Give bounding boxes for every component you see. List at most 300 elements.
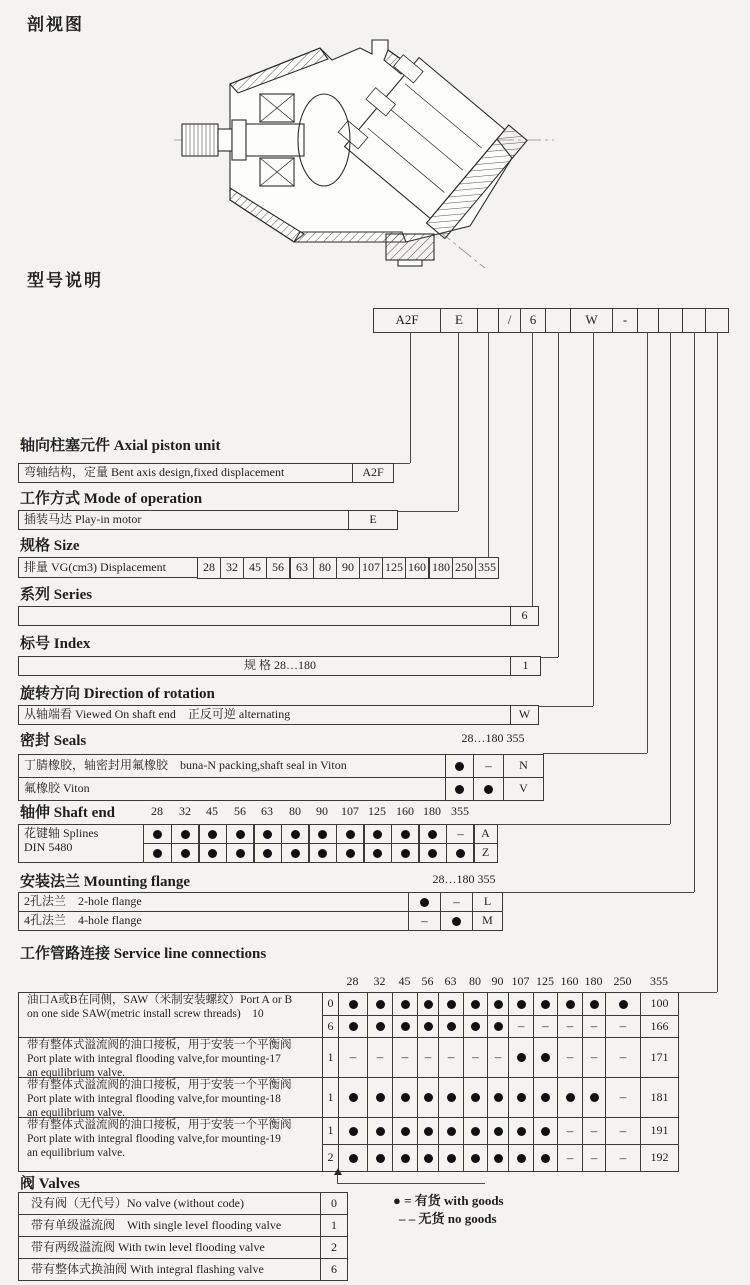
availability-dot-icon	[401, 1093, 410, 1102]
availability-dot-icon	[471, 1093, 480, 1102]
flange-availability-cell	[440, 911, 473, 931]
model-designation-title: 型号说明	[27, 271, 103, 290]
availability-dot-icon	[263, 849, 272, 858]
service-availability-cell: –	[557, 1037, 583, 1078]
shaft-label-line: 花键轴 Splines	[24, 826, 99, 840]
shaft-availability-cell	[171, 824, 200, 844]
series-row-box	[18, 606, 511, 626]
code-box-3	[477, 308, 499, 333]
service-availability-cell	[438, 1117, 464, 1145]
availability-dot-icon	[428, 849, 437, 858]
valve-code-cell: 6	[320, 1258, 348, 1281]
service-availability-cell	[392, 992, 418, 1016]
rotation-row-label: 从轴端看 Viewed On shaft end 正反可逆 alternating	[18, 705, 511, 725]
shaft-size-header-cell: 28	[151, 804, 163, 818]
availability-dot-icon	[401, 1127, 410, 1136]
shaft-size-header-cell: 32	[179, 804, 191, 818]
service-size-header-cell: 180	[584, 974, 603, 988]
service-label-line: 带有整体式溢流阀的油口接板，用于安装一个平衡阀	[27, 1079, 292, 1091]
availability-dot-icon	[424, 1154, 433, 1163]
service-availability-cell	[508, 1144, 534, 1172]
service-valve-code-cell: 0	[322, 992, 339, 1016]
service-availability-cell	[392, 1077, 418, 1118]
service-availability-cell	[417, 1077, 439, 1118]
service-availability-cell	[367, 1015, 393, 1038]
availability-dot-icon	[471, 1000, 480, 1009]
size-value-cell: 250	[452, 557, 476, 579]
shaft-size-header-cell: 125	[368, 804, 386, 818]
availability-dot-icon	[346, 849, 355, 858]
seals-row-label: 氟橡胶 Viton	[18, 777, 446, 801]
service-availability-cell	[367, 1144, 393, 1172]
shaft-availability-cell	[363, 843, 392, 863]
seals-code-cell: N	[503, 754, 544, 778]
heading-axial-piston-unit: 轴向柱塞元件 Axial piston unit	[20, 438, 221, 454]
valve-code-cell: 2	[320, 1236, 348, 1259]
availability-dot-icon	[376, 1127, 385, 1136]
service-availability-cell: –	[557, 1015, 583, 1038]
service-availability-cell	[438, 1077, 464, 1118]
availability-dot-icon	[424, 1022, 433, 1031]
availability-dot-icon	[428, 830, 437, 839]
availability-dot-icon	[349, 1022, 358, 1031]
shaft-availability-cell	[336, 843, 365, 863]
service-availability-cell: –	[605, 1077, 641, 1118]
service-ref-cell: 171	[640, 1037, 679, 1078]
code-connector-v-3	[488, 332, 489, 557]
availability-dot-icon	[494, 1127, 503, 1136]
service-availability-cell: –	[338, 1037, 368, 1078]
shaft-availability-cell	[253, 843, 282, 863]
availability-dot-icon	[263, 830, 272, 839]
availability-dot-icon	[236, 830, 245, 839]
availability-dot-icon	[541, 1000, 550, 1009]
availability-dot-icon	[494, 1093, 503, 1102]
code-connector-v-6	[593, 332, 594, 706]
availability-dot-icon	[236, 849, 245, 858]
code-connector-h-8	[497, 824, 670, 825]
service-availability-cell	[557, 1077, 583, 1118]
availability-dot-icon	[424, 1093, 433, 1102]
heading-direction-of-rotation: 旋转方向 Direction of rotation	[20, 686, 215, 702]
shaft-size-header-cell: 355	[451, 804, 469, 818]
code-connector-h-7	[543, 753, 647, 754]
size-value-cell: 80	[313, 557, 337, 579]
service-size-header-cell: 107	[511, 974, 530, 988]
availability-dot-icon	[541, 1053, 550, 1062]
service-availability-cell	[438, 1144, 464, 1172]
availability-dot-icon	[346, 830, 355, 839]
service-valve-code-cell: 1	[322, 1077, 339, 1118]
availability-dot-icon	[517, 1154, 526, 1163]
service-availability-cell	[487, 1077, 509, 1118]
shaft-size-header-cell: 90	[316, 804, 328, 818]
service-label-line: an equilibrium valve.	[27, 1106, 126, 1119]
valve-row-label: 带有单级溢流阀 With single level flooding valve	[18, 1214, 321, 1237]
shaft-size-header-cell: 107	[341, 804, 359, 818]
service-availability-cell: –	[605, 1117, 641, 1145]
seals-size-header: 28…180 355	[461, 731, 525, 745]
availability-dot-icon	[447, 1093, 456, 1102]
heading-seals: 密封 Seals	[20, 733, 87, 749]
size-value-cell: 90	[336, 557, 360, 579]
service-availability-cell: –	[557, 1144, 583, 1172]
flange-availability-cell: –	[408, 911, 441, 931]
valve-row-label: 带有整体式换油阀 With integral flashing valve	[18, 1258, 321, 1281]
index-row-label: 规 格 28…180	[18, 656, 511, 676]
availability-dot-icon	[566, 1093, 575, 1102]
availability-dot-icon	[517, 1000, 526, 1009]
service-availability-cell: –	[487, 1037, 509, 1078]
service-availability-cell: –	[582, 1117, 606, 1145]
shaft-availability-cell	[308, 843, 337, 863]
service-valve-code-cell: 1	[322, 1037, 339, 1078]
availability-dot-icon	[401, 1000, 410, 1009]
seals-availability-cell: –	[473, 754, 504, 778]
service-availability-cell	[392, 1117, 418, 1145]
service-size-header-cell: 125	[536, 974, 554, 988]
shaft-availability-cell	[308, 824, 337, 844]
service-label-line: on one side SAW(metric install screw threads) 10	[27, 1007, 264, 1020]
availability-dot-icon	[373, 830, 382, 839]
availability-dot-icon	[541, 1127, 550, 1136]
section-view-title: 剖视图	[27, 15, 84, 34]
shaft-size-header-cell: 80	[289, 804, 301, 818]
service-availability-cell	[367, 1077, 393, 1118]
availability-dot-icon	[420, 898, 429, 907]
service-availability-cell	[463, 1144, 488, 1172]
service-availability-cell	[463, 1117, 488, 1145]
availability-dot-icon	[517, 1127, 526, 1136]
valve-code-cell: 1	[320, 1214, 348, 1237]
heading-size: 规格 Size	[20, 538, 80, 554]
shaft-availability-cell	[198, 843, 227, 863]
service-availability-cell	[487, 992, 509, 1016]
code-connector-h-9	[502, 892, 694, 893]
flange-availability-cell: –	[440, 892, 473, 912]
axial-row-label: 弯轴结构，定量 Bent axis design,fixed displacement	[18, 463, 353, 483]
availability-dot-icon	[401, 830, 410, 839]
availability-dot-icon	[349, 1093, 358, 1102]
shaft-availability-cell	[391, 824, 420, 844]
service-availability-cell	[392, 1015, 418, 1038]
heading-valves: 阀 Valves	[20, 1176, 80, 1192]
shaft-availability-cell	[143, 824, 172, 844]
service-availability-cell	[533, 992, 558, 1016]
availability-dot-icon	[566, 1000, 575, 1009]
service-availability-cell	[487, 1144, 509, 1172]
heading-shaft-end: 轴伸 Shaft end	[20, 805, 116, 821]
size-value-cell: 180	[429, 557, 453, 579]
availability-dot-icon	[153, 849, 162, 858]
service-size-header-cell: 90	[491, 974, 504, 988]
availability-dot-icon	[349, 1154, 358, 1163]
code-connector-h-10	[678, 992, 717, 993]
availability-dot-icon	[401, 1022, 410, 1031]
service-availability-cell	[487, 1117, 509, 1145]
shaft-availability-cell	[446, 843, 475, 863]
availability-dot-icon	[181, 830, 190, 839]
code-box-7: W	[570, 308, 613, 333]
shaft-size-header-cell: 160	[396, 804, 414, 818]
availability-dot-icon	[349, 1000, 358, 1009]
code-connector-v-7	[647, 332, 648, 753]
service-availability-cell	[463, 1015, 488, 1038]
availability-dot-icon	[376, 1000, 385, 1009]
service-size-header-cell: 28	[346, 974, 359, 988]
rotation-code-cell: W	[510, 705, 539, 725]
service-availability-cell	[338, 1144, 368, 1172]
series-code-cell: 6	[510, 606, 539, 626]
heading-mounting-flange: 安装法兰 Mounting flange	[20, 874, 191, 890]
code-connector-v-10	[717, 332, 718, 992]
code-connector-h-1	[393, 463, 410, 464]
availability-dot-icon	[401, 1154, 410, 1163]
shaft-label-line: DIN 5480	[24, 840, 73, 855]
availability-dot-icon	[153, 830, 162, 839]
shaft-availability-cell	[281, 824, 310, 844]
availability-dot-icon	[517, 1053, 526, 1062]
mode-code-cell: E	[348, 510, 398, 530]
heading-index: 标号 Index	[20, 636, 91, 652]
valve-row-label: 没有阀（无代号）No valve (without code)	[18, 1192, 321, 1215]
service-availability-cell	[463, 992, 488, 1016]
seals-availability-cell	[445, 777, 474, 801]
legend-with-goods: ● = 有货 with goods	[393, 1193, 504, 1208]
availability-dot-icon	[455, 785, 464, 794]
code-connector-v-1	[410, 332, 411, 463]
shaft-availability-cell	[226, 843, 255, 863]
service-label-line: Port plate with integral flooding valve,for mounting-18	[27, 1092, 281, 1105]
availability-dot-icon	[208, 830, 217, 839]
service-row-label	[18, 1037, 323, 1078]
code-box-4: /	[498, 308, 521, 333]
service-ref-cell: 191	[640, 1117, 679, 1145]
service-availability-cell: –	[605, 1037, 641, 1078]
service-availability-cell	[417, 992, 439, 1016]
shaft-availability-cell: –	[446, 824, 475, 844]
heading-mode-of-operation: 工作方式 Mode of operation	[20, 491, 203, 507]
mode-row-label: 插装马达 Play-in motor	[18, 510, 349, 530]
service-availability-cell	[533, 1037, 558, 1078]
seals-row-label: 丁腈橡胶，轴密封用氟橡胶 buna-N packing,shaft seal in Viton	[18, 754, 446, 778]
shaft-code-cell: Z	[473, 843, 498, 863]
availability-dot-icon	[484, 785, 493, 794]
service-availability-cell	[508, 1077, 534, 1118]
service-label-line: Port plate with integral flooding valve,for mounting-19	[27, 1132, 281, 1145]
code-box-11	[682, 308, 706, 333]
valve-row-label: 带有两级溢流阀 With twin level flooding valve	[18, 1236, 321, 1259]
size-row-label: 排量 VG(cm3) Displacement	[18, 557, 198, 578]
availability-dot-icon	[456, 849, 465, 858]
service-availability-cell	[582, 1077, 606, 1118]
service-availability-cell: –	[438, 1037, 464, 1078]
availability-dot-icon	[541, 1093, 550, 1102]
availability-dot-icon	[376, 1154, 385, 1163]
shaft-availability-cell	[143, 843, 172, 863]
shaft-availability-cell	[363, 824, 392, 844]
cross-section-drawing	[172, 28, 564, 268]
availability-dot-icon	[590, 1093, 599, 1102]
availability-dot-icon	[452, 917, 461, 926]
service-valve-code-cell: 6	[322, 1015, 339, 1038]
shaft-availability-cell	[171, 843, 200, 863]
service-label-line: Port plate with integral flooding valve,for mounting-17	[27, 1052, 281, 1065]
service-size-header-cell: 355	[650, 974, 668, 988]
service-availability-cell: –	[508, 1015, 534, 1038]
shaft-availability-cell	[391, 843, 420, 863]
availability-dot-icon	[447, 1127, 456, 1136]
service-availability-cell	[533, 1077, 558, 1118]
shaft-size-header-cell: 56	[234, 804, 246, 818]
size-value-cell: 45	[243, 557, 267, 579]
axial-code-cell: A2F	[352, 463, 394, 483]
service-availability-cell	[338, 1077, 368, 1118]
shaft-size-header-cell: 45	[206, 804, 218, 818]
service-availability-cell	[367, 992, 393, 1016]
shaft-availability-cell	[253, 824, 282, 844]
service-size-header-cell: 80	[469, 974, 481, 988]
availability-dot-icon	[447, 1000, 456, 1009]
code-box-1: A2F	[373, 308, 441, 333]
flange-code-cell: L	[472, 892, 503, 912]
service-label-line: 带有整体式溢流阀的油口接板，用于安装一个平衡阀	[27, 1119, 292, 1131]
size-value-cell: 63	[290, 557, 314, 579]
availability-dot-icon	[494, 1022, 503, 1031]
service-ref-cell: 166	[640, 1015, 679, 1038]
index-code-cell: 1	[510, 656, 541, 676]
service-availability-cell	[338, 992, 368, 1016]
service-size-header-cell: 63	[444, 974, 457, 988]
code-connector-h-5	[540, 657, 558, 658]
code-box-9	[637, 308, 659, 333]
service-size-header-cell: 160	[560, 974, 579, 988]
code-connector-h-2	[397, 511, 458, 512]
shaft-availability-cell	[418, 824, 447, 844]
size-value-cell: 32	[220, 557, 244, 579]
shaft-size-header-cell: 180	[423, 804, 441, 818]
service-availability-cell: –	[582, 1015, 606, 1038]
availability-dot-icon	[619, 1000, 628, 1009]
service-availability-cell: –	[533, 1015, 558, 1038]
flange-availability-cell	[408, 892, 441, 912]
availability-dot-icon	[318, 830, 327, 839]
service-availability-cell: –	[582, 1037, 606, 1078]
availability-dot-icon	[424, 1127, 433, 1136]
valve-arrow-stem	[337, 1175, 338, 1184]
seals-code-cell: V	[503, 777, 544, 801]
service-row-label	[18, 1077, 323, 1118]
availability-dot-icon	[447, 1154, 456, 1163]
valve-arrow-line	[337, 1183, 485, 1184]
service-availability-cell	[417, 1117, 439, 1145]
service-availability-cell	[438, 1015, 464, 1038]
availability-dot-icon	[401, 849, 410, 858]
size-value-cell: 355	[475, 557, 499, 579]
size-value-cell: 56	[266, 557, 290, 579]
shaft-availability-cell	[198, 824, 227, 844]
service-availability-cell: –	[557, 1117, 583, 1145]
service-label-line: an equilibrium valve.	[27, 1146, 126, 1159]
service-availability-cell: –	[417, 1037, 439, 1078]
availability-dot-icon	[541, 1154, 550, 1163]
availability-dot-icon	[494, 1000, 503, 1009]
service-row-label	[18, 992, 323, 1038]
availability-dot-icon	[373, 849, 382, 858]
service-availability-cell	[508, 1117, 534, 1145]
shaft-availability-cell	[281, 843, 310, 863]
availability-dot-icon	[424, 1000, 433, 1009]
service-availability-cell: –	[605, 1144, 641, 1172]
service-ref-cell: 100	[640, 992, 679, 1016]
service-label-line: 带有整体式溢流阀的油口接板，用于安装一个平衡阀	[27, 1039, 292, 1051]
service-availability-cell: –	[367, 1037, 393, 1078]
size-value-cell: 28	[197, 557, 221, 579]
service-availability-cell	[557, 992, 583, 1016]
service-availability-cell	[463, 1077, 488, 1118]
valve-arrow-head-icon	[334, 1168, 342, 1175]
service-valve-code-cell: 2	[322, 1144, 339, 1172]
flange-size-header: 28…180 355	[432, 872, 496, 886]
service-availability-cell	[367, 1117, 393, 1145]
size-value-cell: 107	[359, 557, 383, 579]
service-availability-cell	[438, 992, 464, 1016]
availability-dot-icon	[291, 830, 300, 839]
service-availability-cell: –	[463, 1037, 488, 1078]
availability-dot-icon	[376, 1022, 385, 1031]
code-connector-v-5	[558, 332, 559, 657]
code-connector-v-8	[670, 332, 671, 824]
code-box-5: 6	[520, 308, 546, 333]
availability-dot-icon	[471, 1022, 480, 1031]
legend-no-goods: – – 无货 no goods	[399, 1211, 497, 1226]
service-availability-cell	[417, 1144, 439, 1172]
availability-dot-icon	[517, 1093, 526, 1102]
availability-dot-icon	[349, 1127, 358, 1136]
availability-dot-icon	[471, 1154, 480, 1163]
service-availability-cell: –	[605, 1015, 641, 1038]
code-box-12	[705, 308, 729, 333]
service-availability-cell: –	[582, 1144, 606, 1172]
flange-row-label: 2孔法兰 2-hole flange	[18, 892, 409, 912]
size-value-cell: 125	[382, 557, 406, 579]
service-availability-cell	[338, 1015, 368, 1038]
heading-series: 系列 Series	[20, 587, 93, 603]
service-availability-cell	[508, 992, 534, 1016]
service-valve-code-cell: 1	[322, 1117, 339, 1145]
shaft-row-label	[18, 824, 144, 863]
service-row-label	[18, 1117, 323, 1172]
availability-dot-icon	[447, 1022, 456, 1031]
availability-dot-icon	[494, 1154, 503, 1163]
size-value-cell: 160	[405, 557, 429, 579]
service-availability-cell	[508, 1037, 534, 1078]
code-box-8: -	[612, 308, 638, 333]
flange-code-cell: M	[472, 911, 503, 931]
availability-dot-icon	[590, 1000, 599, 1009]
flange-row-label: 4孔法兰 4-hole flange	[18, 911, 409, 931]
service-availability-cell	[582, 992, 606, 1016]
heading-service-line-connections: 工作管路连接 Service line connections	[20, 946, 267, 962]
shaft-code-cell: A	[473, 824, 498, 844]
code-connector-v-2	[458, 332, 459, 511]
service-availability-cell	[605, 992, 641, 1016]
shaft-availability-cell	[226, 824, 255, 844]
availability-dot-icon	[291, 849, 300, 858]
shaft-size-header-cell: 63	[261, 804, 273, 818]
service-ref-cell: 192	[640, 1144, 679, 1172]
service-ref-cell: 181	[640, 1077, 679, 1118]
